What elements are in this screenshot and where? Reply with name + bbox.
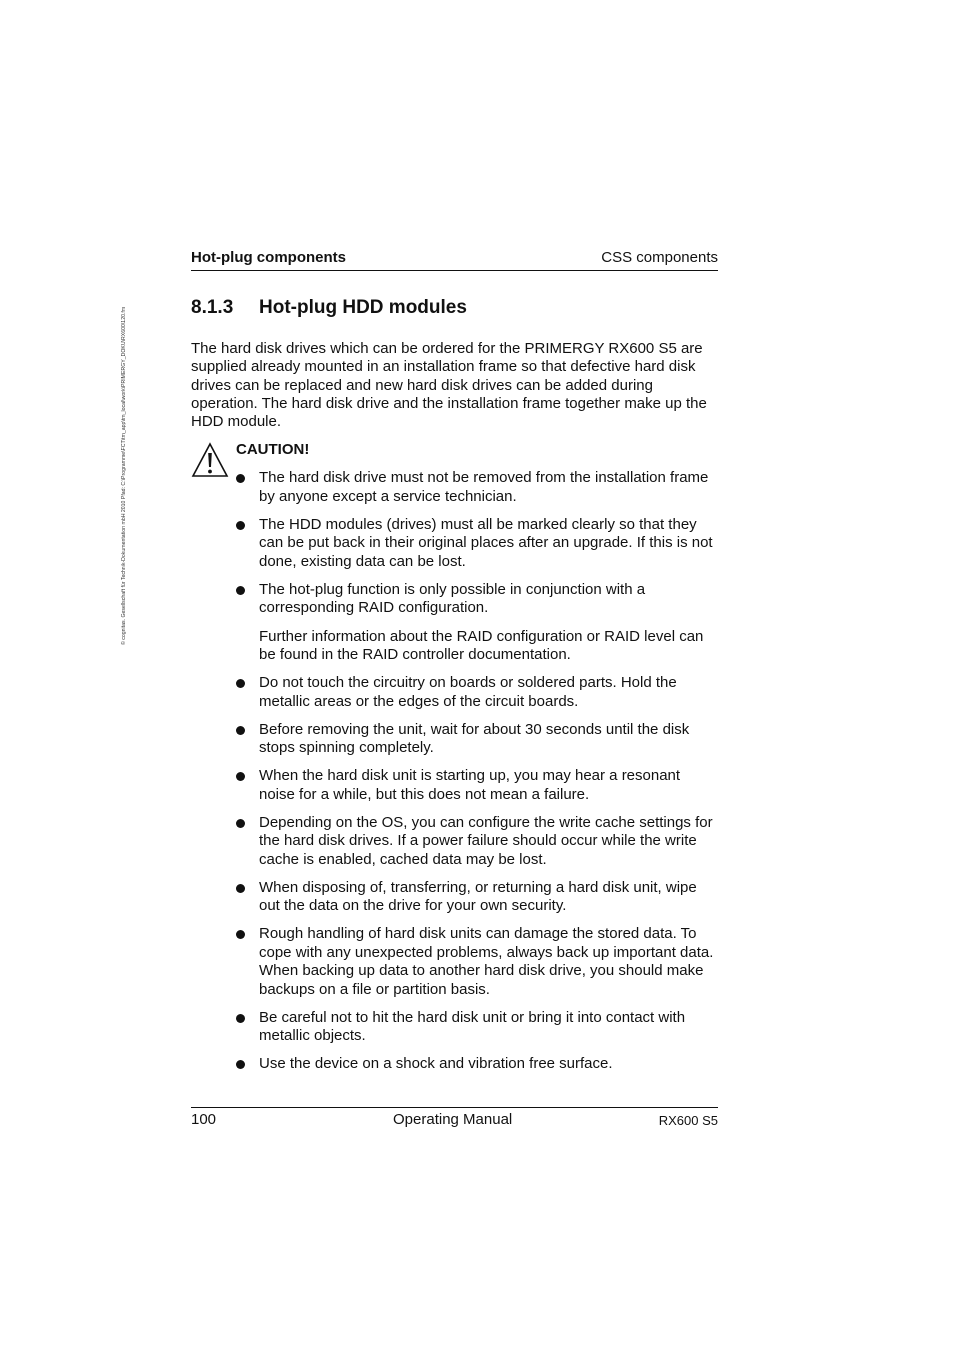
- caution-item-text: When the hard disk unit is starting up, you may hear a resonant noise for a while, but this does not mean a failure.: [259, 767, 681, 803]
- side-margin-note-text: © cognitas. Gesellschaft für Technik-Dokumentation mbH 2010 Pfad: C:\Programme\FCT\tm_app\tm_local\work\PRIMERGY_DOKU\RX600\120.fm: [121, 306, 127, 645]
- warning-triangle-icon: [191, 442, 229, 478]
- bullet-icon: [236, 1014, 245, 1023]
- caution-item-note: Further information about the RAID configuration or RAID level can be found in the RAID controller documentation.: [259, 627, 704, 663]
- caution-list-item: [236, 879, 718, 916]
- bullet-icon: [236, 930, 245, 939]
- section-title: Hot-plug HDD modules: [259, 297, 467, 318]
- caution-item-text: The HDD modules (drives) must all be marked clearly so that they can be put back in their original places after an upgrade. If this is not done, existing data can be lost.: [259, 515, 713, 570]
- caution-list-item: [236, 469, 718, 506]
- caution-item-text: Rough handling of hard disk units can damage the stored data. To cope with any unexpected problems, always back up important data. When backing up data to another hard disk drive, you should make backups on a file or partition basis.: [259, 925, 714, 998]
- caution-list-item: [236, 516, 718, 572]
- caution-item-text: Do not touch the circuitry on boards or soldered parts. Hold the metallic areas or the edges of the circuit boards.: [259, 674, 677, 710]
- section-number: 8.1.3: [191, 297, 234, 318]
- caution-item-text: The hard disk drive must not be removed from the installation frame by anyone except a service technician.: [259, 469, 709, 505]
- caution-item-text: Before removing the unit, wait for about 30 seconds until the disk stops spinning completely.: [259, 720, 690, 756]
- caution-list-item: [236, 1009, 718, 1046]
- bullet-icon: [236, 772, 245, 781]
- caution-list: [236, 469, 718, 1083]
- header-section: CSS components: [601, 249, 718, 266]
- caution-list-item: [236, 814, 718, 870]
- caution-item-text: The hot-plug function is only possible in conjunction with a corresponding RAID configuration.: [259, 580, 646, 616]
- bullet-icon: [236, 474, 245, 483]
- bullet-icon: [236, 521, 245, 530]
- intro-paragraph: The hard disk drives which can be ordered for the PRIMERGY RX600 S5 are supplied already mounted in an installation frame so that defective hard disk drives can be replaced and new hard disk drives can be added during operation. The hard disk drive and the installation frame together make up the HDD module.: [191, 340, 707, 431]
- bullet-icon: [236, 586, 245, 595]
- caution-item-text: Be careful not to hit the hard disk unit or bring it into contact with metallic objects.: [259, 1008, 686, 1044]
- caution-item-text: When disposing of, transferring, or returning a hard disk unit, wipe out the data on the drive for your own security.: [259, 878, 697, 914]
- caution-list-item: [236, 767, 718, 804]
- caution-list-item: [236, 674, 718, 711]
- caution-list-item: [236, 721, 718, 758]
- caution-item-text: Use the device on a shock and vibration free surface.: [259, 1055, 613, 1072]
- header-chapter: Hot-plug components: [191, 249, 346, 266]
- bullet-icon: [236, 884, 245, 893]
- model-name: RX600 S5: [658, 1113, 718, 1128]
- bullet-icon: [236, 819, 245, 828]
- page-number: 100: [191, 1111, 217, 1128]
- caution-list-item: [236, 581, 718, 665]
- bullet-icon: [236, 679, 245, 688]
- manual-name: Operating Manual: [393, 1111, 513, 1128]
- running-footer: [191, 1107, 718, 1132]
- caution-title: CAUTION!: [236, 441, 310, 458]
- caution-list-item: [236, 925, 718, 999]
- bullet-icon: [236, 726, 245, 735]
- side-margin-note: [118, 240, 138, 660]
- bullet-icon: [236, 1060, 245, 1069]
- section-heading: [191, 297, 467, 319]
- caution-item-text: Depending on the OS, you can configure the write cache settings for the hard disk drives. If a power failure should occur while the write cache is enabled, cached data may be lost.: [259, 813, 713, 868]
- running-header: [191, 248, 718, 271]
- caution-list-item: [236, 1055, 718, 1074]
